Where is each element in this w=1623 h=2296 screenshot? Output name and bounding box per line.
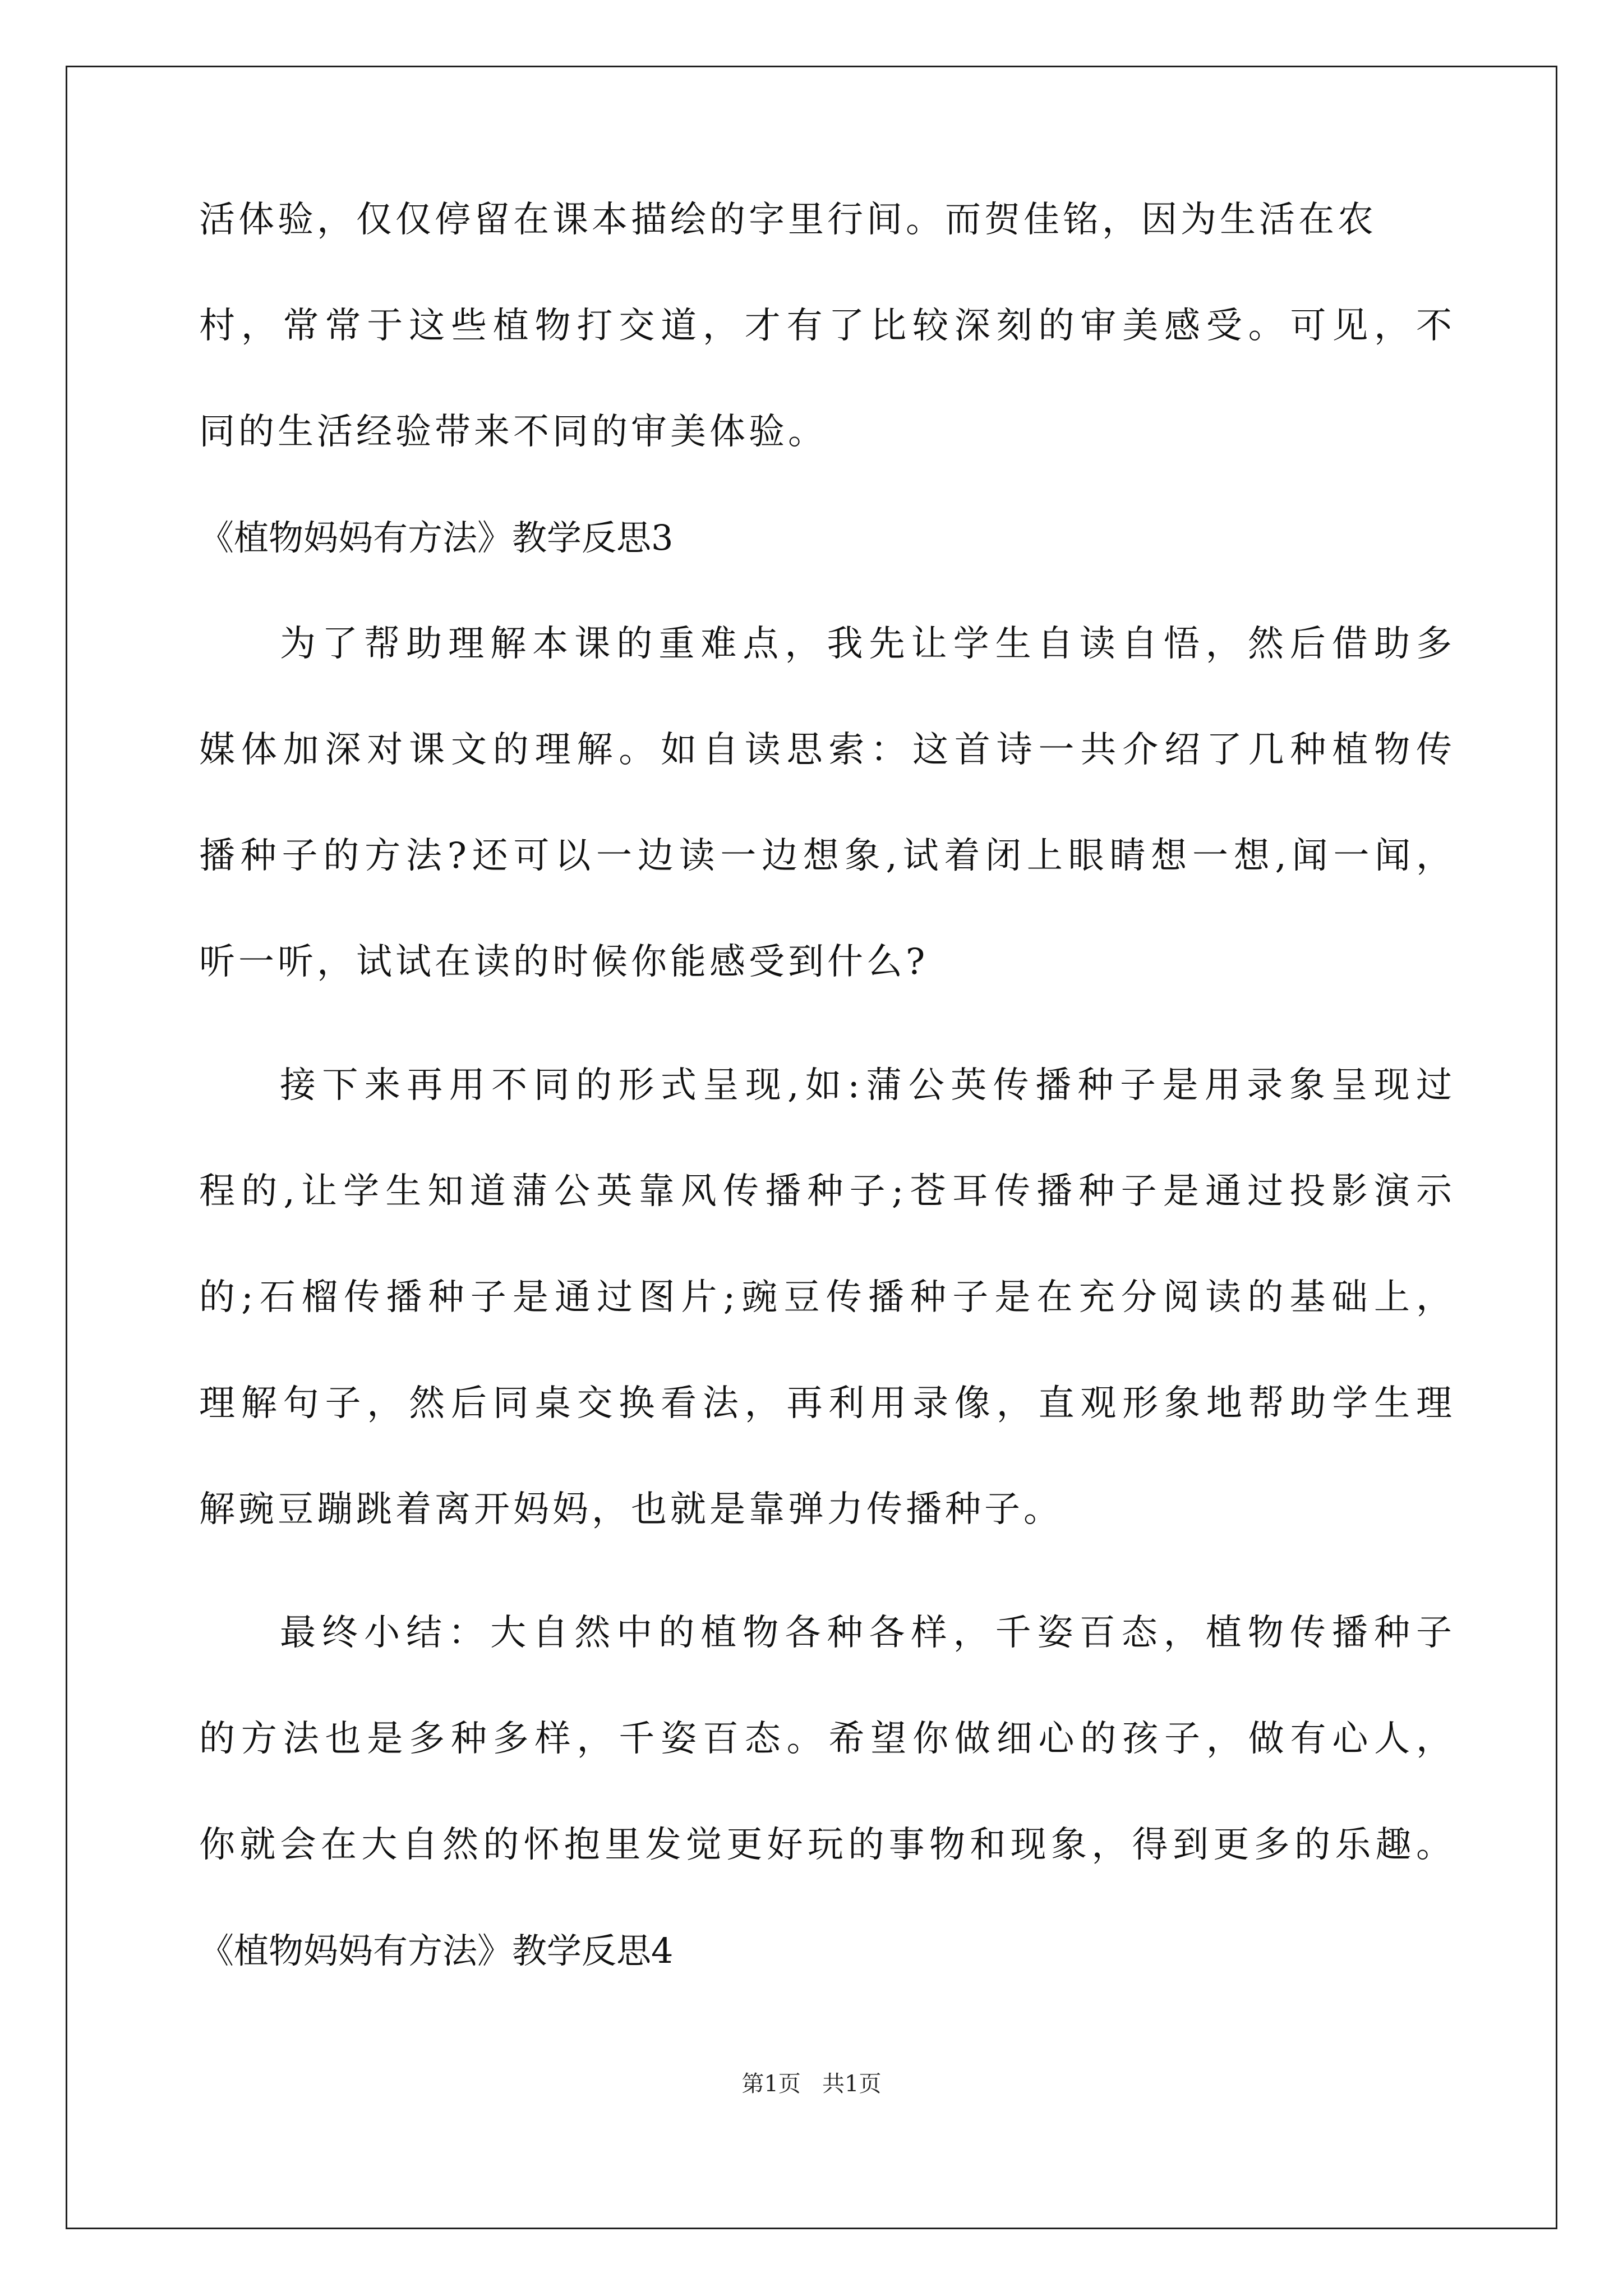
text-line: 解豌豆蹦跳着离开妈妈，也就是靠弹力传播种子。 <box>199 1489 1063 1530</box>
text-line: 的方法也是多种多样，千姿百态。希望你做细心的孩子，做有心人， <box>199 1718 1455 1760</box>
text-line: 程的,让学生知道蒲公英靠风传播种子;苍耳传播种子是通过投影演示 <box>199 1171 1455 1212</box>
text-line: 村，常常于这些植物打交道，才有了比较深刻的审美感受。可见，不 <box>199 305 1455 347</box>
text-line: 最终小结：大自然中的植物各种各样，千姿百态，植物传播种子 <box>280 1612 1455 1654</box>
text-line: 你就会在大自然的怀抱里发觉更好玩的事物和现象，得到更多的乐趣。 <box>199 1824 1455 1866</box>
text-line: 听一听，试试在读的时候你能感受到什么? <box>199 941 929 983</box>
text-line: 理解句子，然后同桌交换看法，再利用录像，直观形象地帮助学生理 <box>199 1383 1455 1424</box>
text-line: 接下来再用不同的形式呈现,如:蒲公英传播种子是用录象呈现过 <box>280 1065 1455 1106</box>
section-heading: 《植物妈妈有方法》教学反思3 <box>199 517 674 558</box>
section-heading: 《植物妈妈有方法》教学反思4 <box>199 1930 674 1971</box>
text-line: 活体验，仅仅停留在课本描绘的字里行间。而贺佳铭，因为生活在农 <box>199 199 1377 241</box>
text-line: 的;石榴传播种子是通过图片;豌豆传播种子是在充分阅读的基础上， <box>199 1277 1455 1318</box>
page-footer: 第1页 共1页 <box>741 2071 882 2097</box>
page-border <box>66 66 1557 2229</box>
text-line: 播种子的方法?还可以一边读一边想象,试着闭上眼睛想一想,闻一闻， <box>199 835 1455 877</box>
text-line: 同的生活经验带来不同的审美体验。 <box>199 411 827 453</box>
text-line: 为了帮助理解本课的重难点，我先让学生自读自悟，然后借助多 <box>280 623 1455 665</box>
text-line: 媒体加深对课文的理解。如自读思索：这首诗一共介绍了几种植物传 <box>199 729 1455 771</box>
